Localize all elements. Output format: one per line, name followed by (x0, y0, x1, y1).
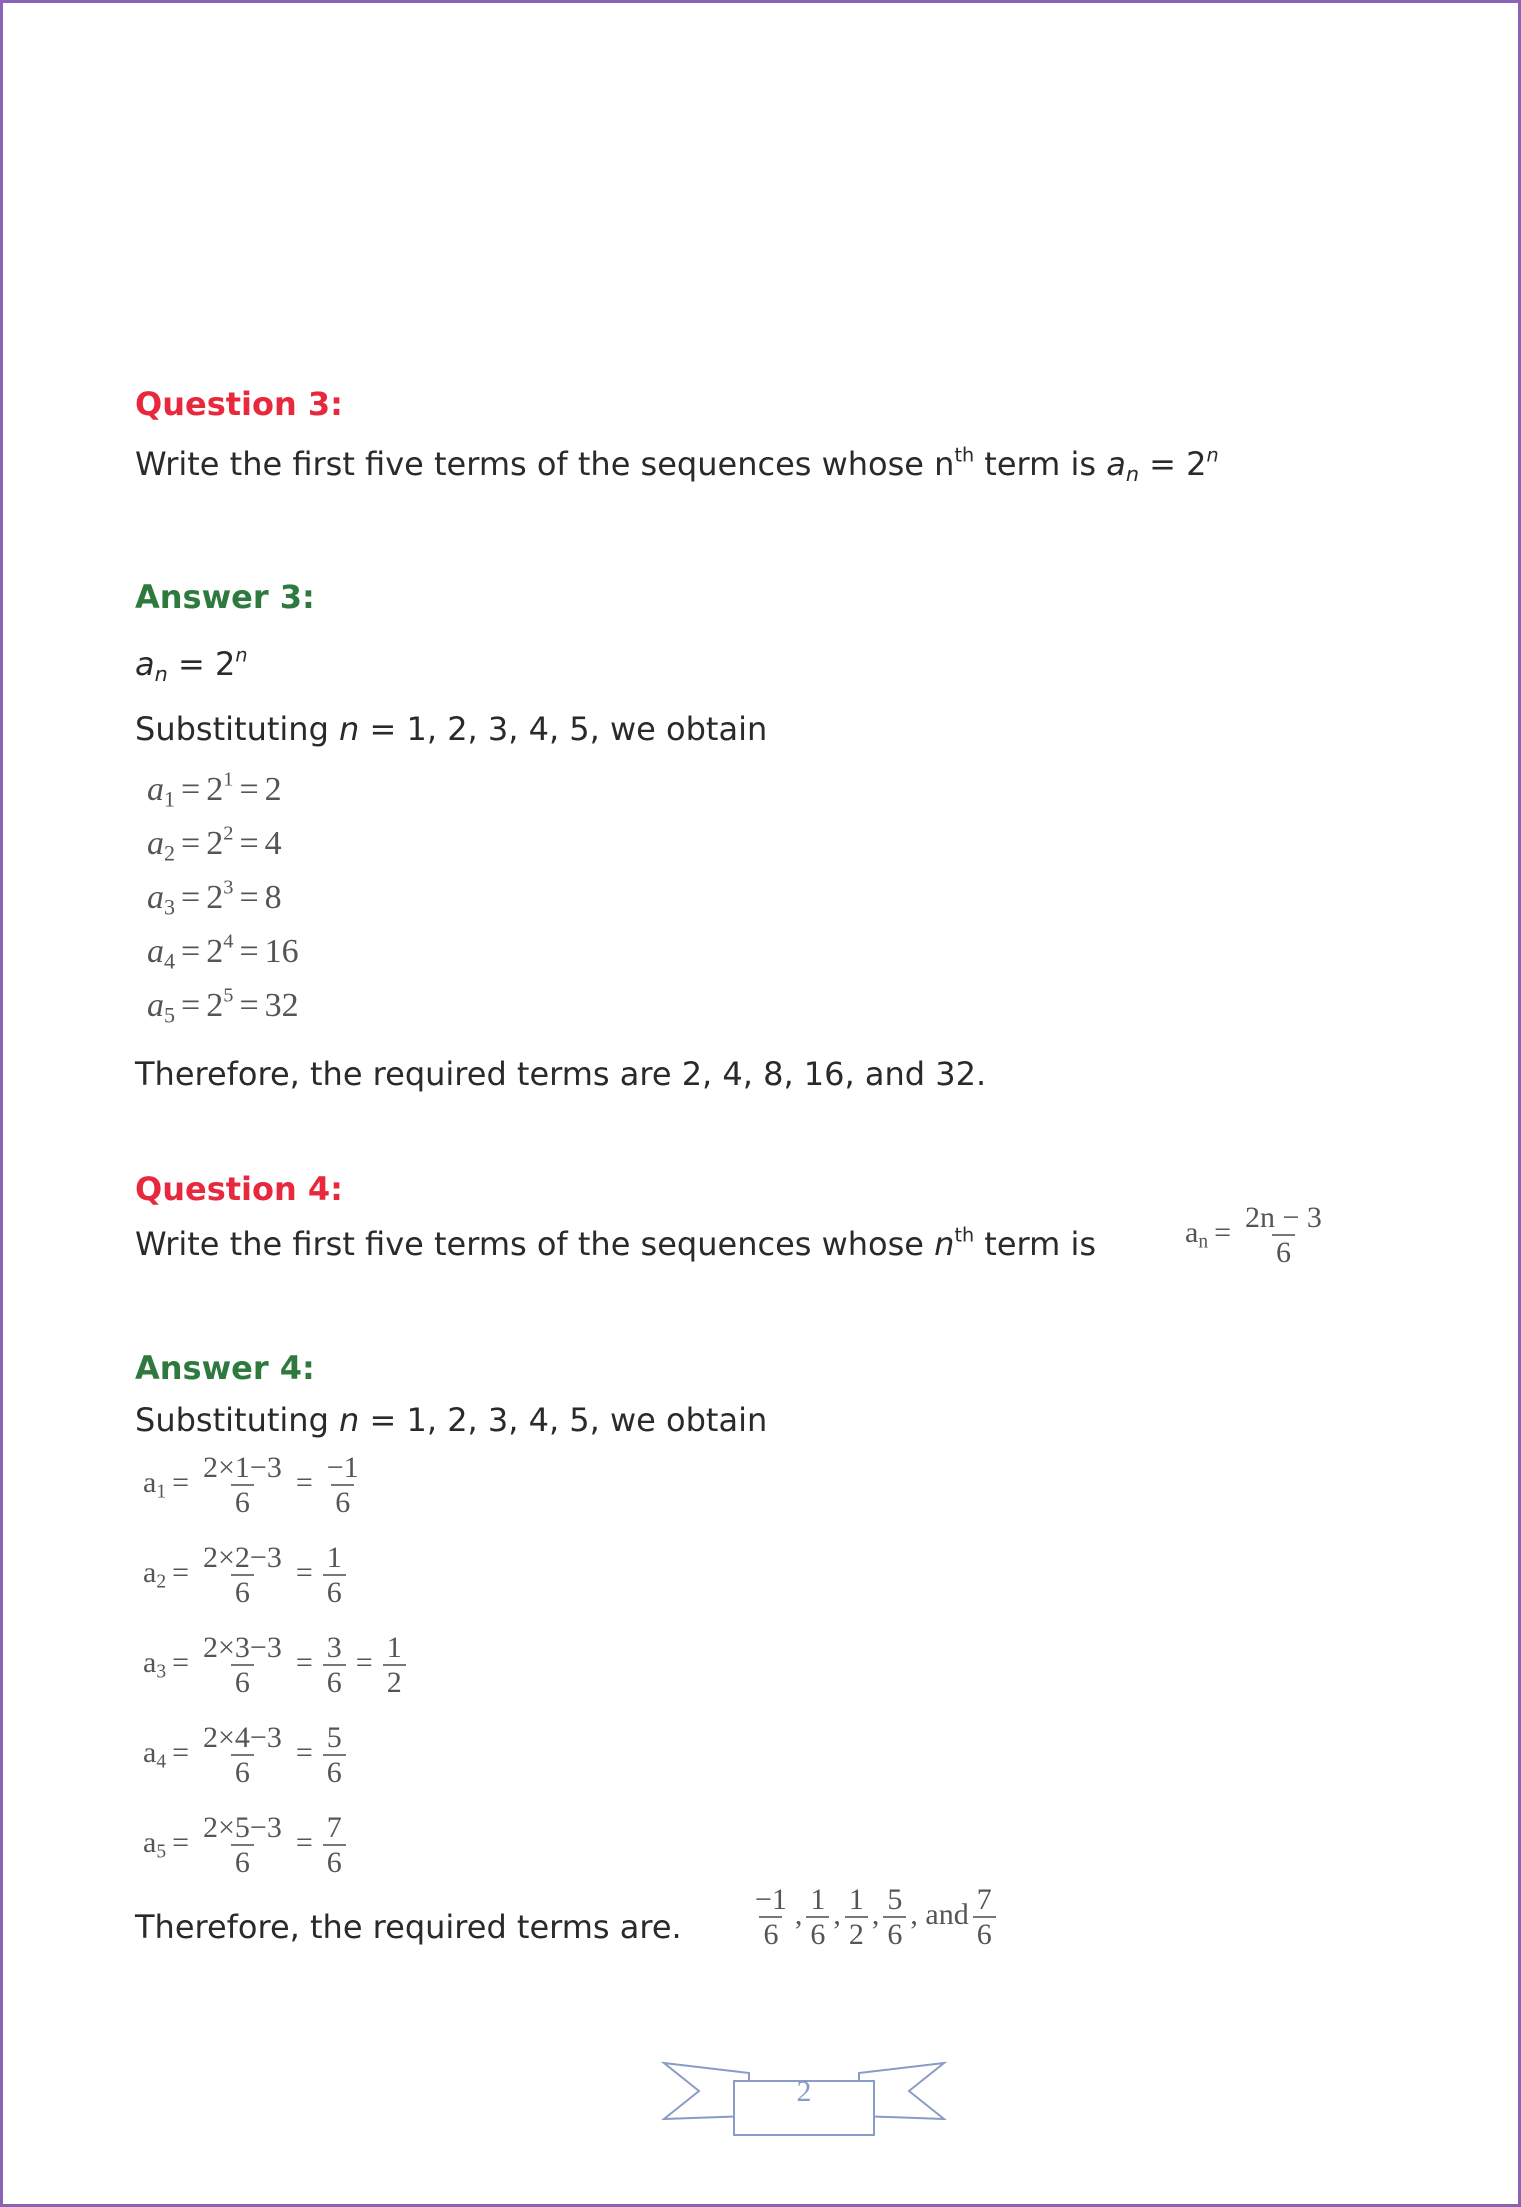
term-sub: 2 (156, 1571, 167, 1593)
denominator: 6 (231, 1844, 254, 1879)
fraction (199, 1811, 286, 1879)
base: 2 (206, 987, 224, 1024)
numerator: 1 (810, 1883, 826, 1916)
denominator: 6 (323, 1664, 346, 1699)
text: Substituting (135, 1401, 340, 1439)
answer-4-term-row (143, 1631, 410, 1699)
exponent: 4 (223, 930, 234, 953)
term-sub: 4 (164, 948, 176, 974)
question-3-text-mid: term is (974, 445, 1107, 483)
fraction (845, 1883, 868, 1951)
question-3-heading: Question 3: (135, 385, 343, 423)
term-var: a (143, 1825, 157, 1859)
exponent: 3 (223, 876, 234, 899)
formula-exp: n (1206, 443, 1219, 467)
term-var: a (147, 879, 164, 916)
fraction (973, 1883, 996, 1951)
fraction (883, 1883, 906, 1951)
text: = 1, 2, 3, 4, 5, we obtain (359, 710, 768, 748)
exponent: 2 (223, 822, 234, 845)
term-sub: 1 (156, 1481, 167, 1503)
equals: = (181, 933, 201, 970)
formula-eq: = 2 (167, 645, 236, 683)
answer-4-term-row (143, 1541, 350, 1609)
denominator: 6 (323, 1754, 346, 1789)
value: 16 (264, 933, 299, 970)
equals: = (355, 1645, 373, 1679)
term-var: a (147, 825, 164, 862)
base: 2 (206, 933, 224, 970)
denominator: 6 (883, 1916, 906, 1951)
term-var: a (147, 987, 164, 1024)
formula-sub: n (1198, 1231, 1209, 1253)
term-var: a (147, 933, 164, 970)
fraction (199, 1541, 286, 1609)
answer-4-term-row (143, 1451, 367, 1519)
equals: = (172, 1825, 189, 1859)
denominator: 2 (383, 1664, 406, 1699)
term-sub: 5 (156, 1841, 167, 1863)
equals: = (172, 1555, 189, 1589)
text: = 1, 2, 3, 4, 5, we obtain (359, 1401, 768, 1439)
equals: = (181, 825, 201, 862)
term-var: a (147, 771, 164, 808)
var: n (339, 710, 360, 748)
equals: = (239, 879, 259, 916)
value: 8 (264, 879, 282, 916)
exponent: 5 (223, 984, 234, 1007)
formula-sub: n (154, 662, 168, 687)
equals: = (239, 825, 259, 862)
question-4-formula (1185, 1201, 1330, 1269)
term-sub: 4 (156, 1751, 167, 1773)
value: 32 (264, 987, 299, 1024)
numerator: 7 (326, 1811, 342, 1844)
term-var: a (143, 1735, 157, 1769)
formula-eq: = 2 (1139, 445, 1207, 483)
fraction (323, 1721, 346, 1789)
term-sub: 3 (164, 894, 176, 920)
numerator: 1 (386, 1631, 402, 1664)
equals: = (239, 771, 259, 808)
equals: = (181, 879, 201, 916)
var: n (339, 1401, 360, 1439)
numerator: 2×3−3 (203, 1631, 282, 1664)
equals: = (172, 1645, 189, 1679)
numerator: −1 (326, 1451, 359, 1484)
fraction (751, 1883, 791, 1951)
denominator: 2 (845, 1916, 868, 1951)
equals: = (295, 1465, 313, 1499)
term-sub: 3 (156, 1661, 167, 1683)
equals: = (181, 771, 201, 808)
answer-3-formula (135, 643, 248, 687)
numerator: 2×2−3 (203, 1541, 282, 1574)
separator: , (833, 1897, 841, 1931)
numerator: 5 (887, 1883, 903, 1916)
formula-var: a (1106, 445, 1126, 483)
separator: , (871, 1897, 880, 1931)
denominator: 6 (973, 1916, 996, 1951)
term-var: a (143, 1645, 157, 1679)
equals: = (295, 1645, 313, 1679)
answer-3-term-row (147, 768, 282, 812)
fraction (323, 1811, 346, 1879)
numerator: 1 (326, 1541, 342, 1574)
denominator: 6 (231, 1754, 254, 1789)
numerator: 3 (326, 1631, 342, 1664)
value: 4 (264, 825, 282, 862)
fraction (199, 1451, 286, 1519)
final-term (747, 1883, 803, 1951)
answer-3-heading: Answer 3: (135, 578, 315, 616)
term-var: a (143, 1555, 157, 1589)
answer-3-term-row (147, 876, 282, 920)
answer-3-term-row (147, 930, 299, 974)
value: 2 (264, 771, 282, 808)
numerator: −1 (755, 1883, 787, 1916)
fraction (383, 1631, 406, 1699)
equals: = (295, 1735, 313, 1769)
denominator: 6 (806, 1916, 829, 1951)
question-4-heading: Question 4: (135, 1170, 343, 1208)
formula-var: a (1185, 1215, 1199, 1249)
numerator: 2n − 3 (1245, 1201, 1322, 1234)
answer-4-term-row (143, 1721, 350, 1789)
equals: = (295, 1555, 313, 1589)
final-term (802, 1883, 841, 1951)
exponent: 1 (223, 768, 234, 791)
text: Write the first five terms of the sequences whose (135, 1225, 935, 1263)
equals: = (172, 1465, 189, 1499)
question-4-text (135, 1225, 1096, 1263)
answer-3-term-row (147, 822, 282, 866)
fraction (199, 1721, 286, 1789)
formula-var: a (135, 645, 155, 683)
denominator: 6 (231, 1664, 254, 1699)
answer-4-final-terms (747, 1883, 1000, 1951)
base: 2 (206, 771, 224, 808)
question-3-text (135, 443, 1219, 487)
answer-4-term-row (143, 1811, 350, 1879)
numerator: 5 (326, 1721, 342, 1754)
equals: = (172, 1735, 189, 1769)
separator: , (794, 1897, 803, 1931)
term-sub: 5 (164, 1002, 176, 1028)
text: term is (974, 1225, 1097, 1263)
denominator: 6 (1272, 1234, 1295, 1269)
term-sub: 1 (164, 786, 176, 812)
numerator: 1 (848, 1883, 864, 1916)
base: 2 (206, 879, 224, 916)
equals: = (181, 987, 201, 1024)
denominator: 6 (323, 1844, 346, 1879)
superscript: th (954, 1223, 975, 1247)
denominator: 6 (759, 1916, 782, 1951)
var: n (934, 1225, 955, 1263)
numerator: 2×4−3 (203, 1721, 282, 1754)
page-number: 2 (796, 2075, 812, 2108)
final-term (879, 1883, 969, 1951)
denominator: 6 (323, 1574, 346, 1609)
denominator: 6 (231, 1574, 254, 1609)
fraction (323, 1451, 363, 1519)
fraction (1241, 1201, 1326, 1269)
base: 2 (206, 825, 224, 862)
answer-3-term-row (147, 984, 299, 1028)
page-number-ribbon (659, 2051, 949, 2141)
text: Substituting (135, 710, 340, 748)
answer-4-conclusion: Therefore, the required terms are. (135, 1908, 682, 1946)
final-term (969, 1883, 1000, 1951)
fraction (323, 1631, 346, 1699)
denominator: 6 (231, 1484, 254, 1519)
numerator: 7 (976, 1883, 992, 1916)
denominator: 6 (331, 1484, 354, 1519)
answer-4-heading: Answer 4: (135, 1349, 315, 1387)
numerator: 2×5−3 (203, 1811, 282, 1844)
fraction (323, 1541, 346, 1609)
equals: = (1214, 1215, 1231, 1249)
term-var: a (143, 1465, 157, 1499)
equals: = (239, 933, 259, 970)
formula-exp: n (235, 643, 248, 667)
term-sub: 2 (164, 840, 176, 866)
superscript: th (954, 443, 975, 467)
equals: = (295, 1825, 313, 1859)
separator: , and (910, 1897, 969, 1931)
answer-3-conclusion: Therefore, the required terms are 2, 4, 8, 16, and 32. (135, 1055, 987, 1093)
fraction (806, 1883, 829, 1951)
answer-4-substitution (135, 1401, 767, 1439)
question-3-text-prefix: Write the first five terms of the sequences whose n (135, 445, 955, 483)
final-term (841, 1883, 880, 1951)
fraction (199, 1631, 286, 1699)
answer-3-substitution (135, 710, 767, 748)
numerator: 2×1−3 (203, 1451, 282, 1484)
formula-sub: n (1125, 462, 1139, 487)
equals: = (239, 987, 259, 1024)
